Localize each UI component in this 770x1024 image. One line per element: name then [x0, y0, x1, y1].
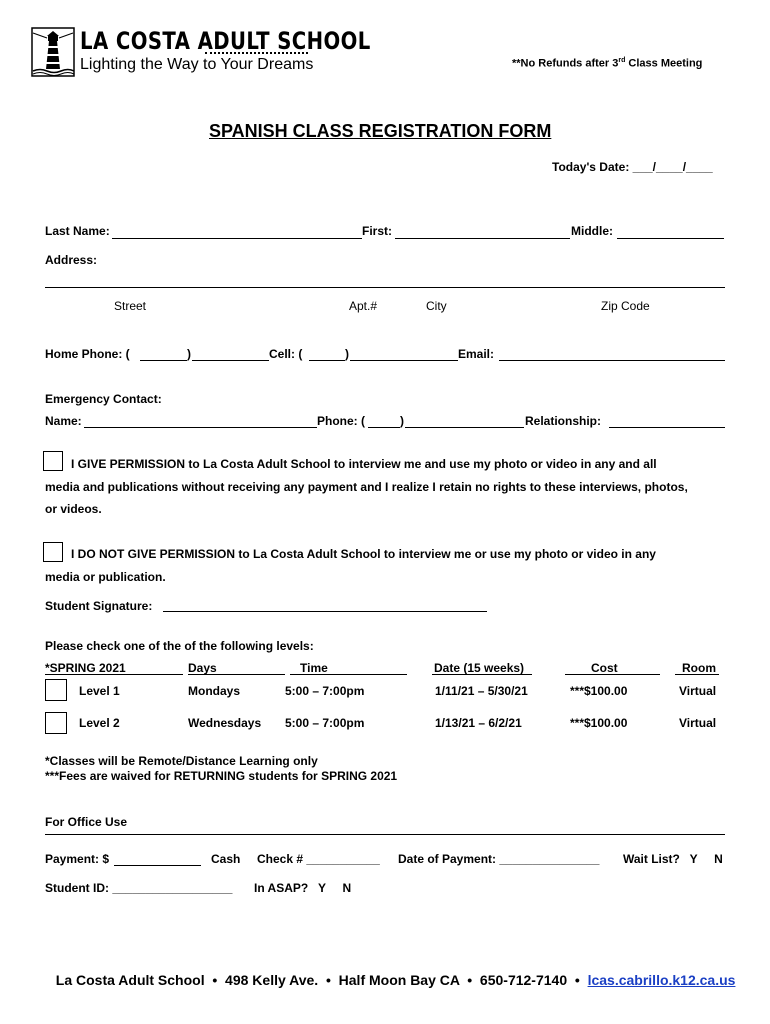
header-cost: Cost: [591, 661, 618, 675]
ec-name-field[interactable]: [84, 427, 317, 428]
payment-label: Payment: $: [45, 852, 110, 866]
emergency-contact-label: Emergency Contact:: [45, 392, 162, 406]
level-1-checkbox[interactable]: [45, 679, 67, 701]
header-term-underline: [45, 674, 183, 675]
level-2-checkbox[interactable]: [45, 712, 67, 734]
header-time: Time: [300, 661, 328, 675]
header-date-underline: [432, 674, 532, 675]
refund-note: **No Refunds after 3rd Class Meeting: [512, 57, 703, 70]
address-label: Address:: [45, 253, 98, 267]
permission-not-text-2: media or publication.: [45, 570, 166, 584]
ec-phone-field[interactable]: [405, 427, 524, 428]
cell-close: ): [345, 347, 349, 361]
header-days-underline: [188, 674, 285, 675]
row-room: Virtual: [679, 684, 717, 698]
header-room: Room: [682, 661, 716, 675]
lighthouse-icon: [30, 27, 76, 77]
note-fees: ***Fees are waived for RETURNING students for SPRING 2021: [45, 769, 398, 783]
header-room-underline: [675, 674, 719, 675]
email-label: Email:: [458, 347, 495, 361]
ec-phone-area-field[interactable]: [368, 427, 400, 428]
home-phone-close: ): [187, 347, 191, 361]
row-days: Mondays: [188, 684, 241, 698]
levels-instruction: Please check one of the of the following levels:: [45, 639, 314, 653]
permission-not-checkbox[interactable]: [43, 542, 63, 562]
office-divider: [45, 834, 725, 835]
permission-give-text-3: or videos.: [45, 502, 102, 516]
row-date: 1/13/21 – 6/2/21: [435, 716, 522, 730]
zip-label: Zip Code: [601, 299, 650, 313]
row-time: 5:00 – 7:00pm: [285, 716, 365, 730]
home-phone-field[interactable]: [192, 360, 269, 361]
row-time: 5:00 – 7:00pm: [285, 684, 365, 698]
row-cost: ***$100.00: [570, 684, 628, 698]
cell-label: Cell: (: [269, 347, 303, 361]
signature-label: Student Signature:: [45, 599, 153, 613]
last-name-label: Last Name:: [45, 224, 110, 238]
city-label: City: [426, 299, 447, 313]
home-phone-area-field[interactable]: [140, 360, 187, 361]
home-phone-label: Home Phone: (: [45, 347, 130, 361]
header-cost-underline: [565, 674, 660, 675]
student-id-label: Student ID: __________________: [45, 881, 233, 895]
row-date: 1/11/21 – 5/30/21: [435, 684, 528, 698]
header-time-underline: [290, 674, 407, 675]
ec-phone-close: ): [400, 414, 404, 428]
in-asap-label: In ASAP? Y N: [254, 881, 352, 895]
cash-label: Cash: [211, 852, 241, 866]
permission-give-text-1: I GIVE PERMISSION to La Costa Adult School to interview me and use my photo or video in any and all: [71, 457, 657, 471]
first-name-label: First:: [362, 224, 392, 238]
permission-give-text-2: media and publications without receiving any payment and I realize I retain no rights to these interviews, photos,: [45, 480, 688, 494]
row-level: Level 2: [79, 716, 120, 730]
street-label: Street: [114, 299, 147, 313]
note-remote: *Classes will be Remote/Distance Learning only: [45, 754, 318, 768]
first-name-field[interactable]: [395, 238, 570, 239]
logo-dots: [205, 52, 308, 54]
ec-phone-label: Phone: (: [317, 414, 365, 428]
website-link[interactable]: lcas.cabrillo.k12.ca.us: [587, 972, 736, 988]
school-tagline: Lighting the Way to Your Dreams: [80, 56, 314, 73]
wait-list-label: Wait List? Y N: [623, 852, 723, 866]
last-name-field[interactable]: [112, 238, 362, 239]
cell-field[interactable]: [350, 360, 458, 361]
header-date: Date (15 weeks): [434, 661, 525, 675]
date-of-payment-label: Date of Payment: _______________: [398, 852, 600, 866]
email-field[interactable]: [499, 360, 725, 361]
address-field[interactable]: [45, 287, 725, 288]
signature-field[interactable]: [163, 611, 487, 612]
middle-name-label: Middle:: [571, 224, 613, 238]
ec-name-label: Name:: [45, 414, 82, 428]
row-room: Virtual: [679, 716, 717, 730]
row-cost: ***$100.00: [570, 716, 628, 730]
permission-give-checkbox[interactable]: [43, 451, 63, 471]
header-term: *SPRING 2021: [45, 661, 126, 675]
payment-field[interactable]: [114, 865, 201, 866]
relationship-label: Relationship:: [525, 414, 602, 428]
check-label: Check # ___________: [257, 852, 380, 866]
todays-date: Today's Date: ___/____/____: [552, 160, 713, 174]
school-name: LA COSTA ADULT SCHOOL: [80, 27, 371, 55]
footer: [48, 956, 735, 988]
footer-address: La Costa Adult School • 498 Kelly Ave. • Half Moon Bay CA • 650-712-7140 •: [55, 972, 588, 988]
apt-label: Apt.#: [349, 299, 378, 313]
office-use-heading: For Office Use: [45, 815, 128, 829]
middle-name-field[interactable]: [617, 238, 724, 239]
form-title: SPANISH CLASS REGISTRATION FORM: [209, 121, 552, 141]
cell-area-field[interactable]: [309, 360, 345, 361]
relationship-field[interactable]: [609, 427, 725, 428]
permission-not-text-1: I DO NOT GIVE PERMISSION to La Costa Adult School to interview me or use my photo or video in any: [71, 547, 656, 561]
row-level: Level 1: [79, 684, 120, 698]
header-days: Days: [188, 661, 217, 675]
row-days: Wednesdays: [188, 716, 262, 730]
